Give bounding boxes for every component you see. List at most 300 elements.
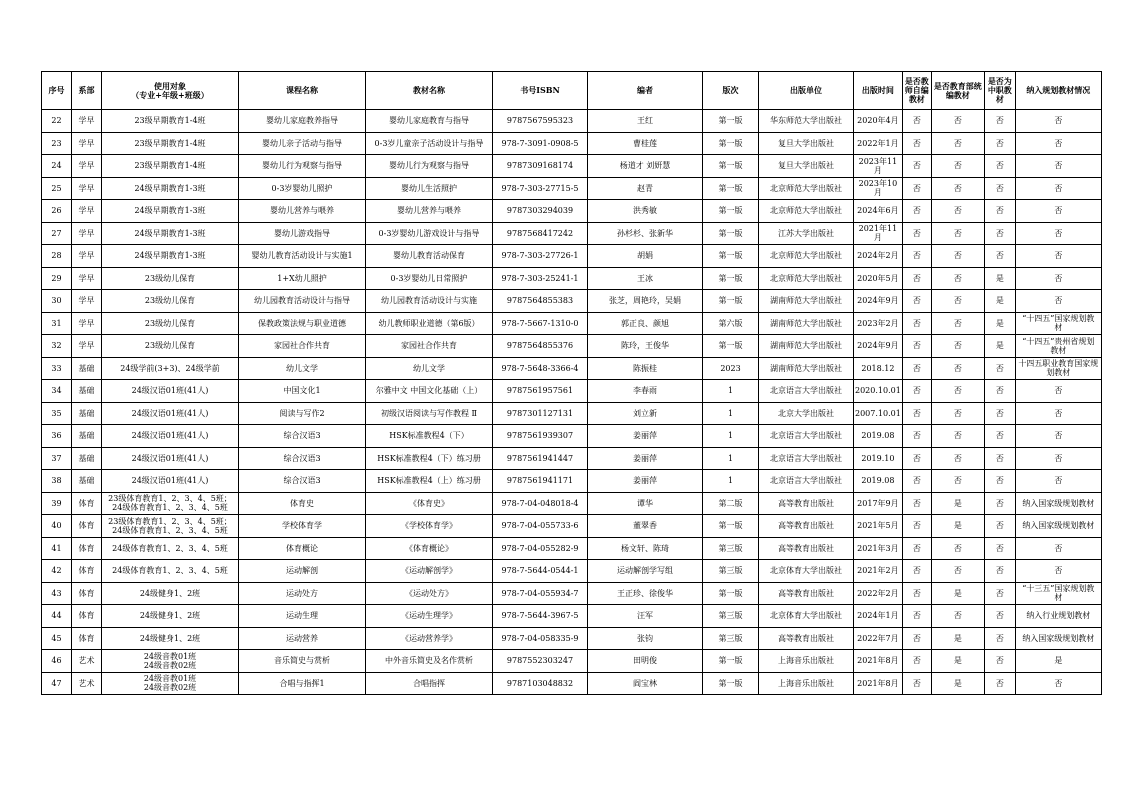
cell-vocational: 否: [984, 425, 1015, 448]
table-row: [42, 357, 1102, 380]
cell-target-users: 24级早期教育1-3班: [102, 177, 239, 200]
cell-target-users: 24级汉语01班(41人): [102, 425, 239, 448]
cell-target-users: 23级早期教育1-4班: [102, 110, 239, 133]
cell-moe-unified: 否: [931, 222, 984, 245]
cell-moe-unified: 否: [931, 425, 984, 448]
cell-publisher: 北京体育大学出版社: [759, 605, 854, 628]
cell-planning-status: 否: [1015, 470, 1101, 493]
cell-isbn: 978-7-5644-3967-5: [493, 605, 588, 628]
cell-editor: 王红: [588, 110, 703, 133]
cell-edition: 第一版: [703, 155, 759, 178]
cell-index: 41: [42, 537, 72, 560]
cell-teacher-compiled: 否: [902, 537, 931, 560]
cell-target-users: 24级早期教育1-3班: [102, 222, 239, 245]
cell-publisher: 湖南师范大学出版社: [759, 312, 854, 335]
cell-publish-date: 2019.08: [854, 470, 903, 493]
cell-planning-status: 否: [1015, 560, 1101, 583]
cell-vocational: 否: [984, 672, 1015, 695]
table-row: [42, 515, 1102, 538]
cell-vocational: 否: [984, 222, 1015, 245]
cell-editor: 董翠香: [588, 515, 703, 538]
cell-edition: 第三版: [703, 537, 759, 560]
cell-publisher: 北京师范大学出版社: [759, 245, 854, 268]
cell-isbn: 9787561957561: [493, 380, 588, 403]
table-row: [42, 650, 1102, 673]
cell-target-users: 23级体育教育1、2、3、4、5班； 24级体育教育1、2、3、4、5班: [102, 515, 239, 538]
cell-isbn: 9787561941447: [493, 447, 588, 470]
header-moe-unified: 是否教育部统 编教材: [931, 72, 984, 110]
table-body: [42, 110, 1102, 695]
cell-edition: 1: [703, 425, 759, 448]
cell-publisher: 江苏大学出版社: [759, 222, 854, 245]
cell-vocational: 否: [984, 177, 1015, 200]
cell-moe-unified: 否: [931, 402, 984, 425]
cell-index: 29: [42, 267, 72, 290]
cell-department: 体育: [72, 605, 102, 628]
cell-course-name: 运动营养: [239, 627, 366, 650]
cell-index: 26: [42, 200, 72, 223]
cell-moe-unified: 是: [931, 650, 984, 673]
cell-target-users: 24级汉语01班(41人): [102, 402, 239, 425]
cell-course-name: 运动解剖: [239, 560, 366, 583]
cell-teacher-compiled: 否: [902, 335, 931, 358]
cell-department: 艺术: [72, 672, 102, 695]
table-row: [42, 447, 1102, 470]
cell-index: 36: [42, 425, 72, 448]
table-row: [42, 222, 1102, 245]
cell-index: 39: [42, 492, 72, 515]
cell-target-users: 24级健身1、2班: [102, 605, 239, 628]
cell-planning-status: 否: [1015, 425, 1101, 448]
cell-department: 体育: [72, 515, 102, 538]
cell-publisher: 北京大学出版社: [759, 402, 854, 425]
cell-moe-unified: 否: [931, 200, 984, 223]
cell-moe-unified: 否: [931, 177, 984, 200]
cell-department: 学早: [72, 200, 102, 223]
header-edition: 版次: [703, 72, 759, 110]
cell-course-name: 音乐简史与赏析: [239, 650, 366, 673]
cell-editor: 陈玲，王俊华: [588, 335, 703, 358]
cell-vocational: 否: [984, 537, 1015, 560]
cell-isbn: 9787568417242: [493, 222, 588, 245]
cell-isbn: 9787561941171: [493, 470, 588, 493]
cell-planning-status: 纳入国家级规划教材: [1015, 515, 1101, 538]
cell-publish-date: 2023年2月: [854, 312, 903, 335]
cell-publisher: 北京师范大学出版社: [759, 267, 854, 290]
cell-teacher-compiled: 否: [902, 402, 931, 425]
header-isbn: 书号ISBN: [493, 72, 588, 110]
cell-planning-status: 纳入行业规划教材: [1015, 605, 1101, 628]
cell-vocational: 是: [984, 267, 1015, 290]
cell-publish-date: 2018.12: [854, 357, 903, 380]
cell-textbook-name: 尔雅中文 中国文化基础（上）: [366, 380, 493, 403]
table-row: [42, 492, 1102, 515]
cell-moe-unified: 否: [931, 132, 984, 155]
cell-teacher-compiled: 否: [902, 650, 931, 673]
cell-course-name: 保教政策法规与职业道德: [239, 312, 366, 335]
cell-publisher: 华东师范大学出版社: [759, 110, 854, 133]
header-teacher-compiled: 是否教 师自编 教材: [902, 72, 931, 110]
cell-teacher-compiled: 否: [902, 200, 931, 223]
cell-publisher: 高等教育出版社: [759, 492, 854, 515]
cell-edition: 第六版: [703, 312, 759, 335]
cell-vocational: 否: [984, 110, 1015, 133]
cell-index: 30: [42, 290, 72, 313]
cell-planning-status: 否: [1015, 447, 1101, 470]
cell-vocational: 否: [984, 492, 1015, 515]
cell-vocational: 否: [984, 560, 1015, 583]
cell-edition: 1: [703, 380, 759, 403]
cell-editor: 张钧: [588, 627, 703, 650]
cell-course-name: 婴幼儿亲子活动与指导: [239, 132, 366, 155]
cell-editor: 胡娟: [588, 245, 703, 268]
header-target-users: 使用对象 （专业+年级+班级）: [102, 72, 239, 110]
header-course-name: 课程名称: [239, 72, 366, 110]
cell-isbn: 978-7-04-048018-4: [493, 492, 588, 515]
cell-index: 43: [42, 582, 72, 605]
cell-editor: 王正珍、徐俊华: [588, 582, 703, 605]
cell-teacher-compiled: 否: [902, 267, 931, 290]
cell-moe-unified: 否: [931, 155, 984, 178]
cell-publish-date: 2021年8月: [854, 650, 903, 673]
cell-textbook-name: 《运动生理学》: [366, 605, 493, 628]
table-row: [42, 200, 1102, 223]
cell-course-name: 运动处方: [239, 582, 366, 605]
cell-publisher: 湖南师范大学出版社: [759, 290, 854, 313]
cell-edition: 第一版: [703, 672, 759, 695]
cell-isbn: 9787567595323: [493, 110, 588, 133]
cell-teacher-compiled: 否: [902, 582, 931, 605]
cell-publish-date: 2024年9月: [854, 290, 903, 313]
cell-index: 34: [42, 380, 72, 403]
cell-edition: 第一版: [703, 110, 759, 133]
cell-department: 学早: [72, 110, 102, 133]
cell-edition: 第一版: [703, 245, 759, 268]
cell-department: 体育: [72, 560, 102, 583]
cell-isbn: 978-7-5648-3366-4: [493, 357, 588, 380]
cell-index: 45: [42, 627, 72, 650]
cell-course-name: 综合汉语3: [239, 470, 366, 493]
cell-target-users: 23级幼儿保育: [102, 267, 239, 290]
cell-vocational: 是: [984, 335, 1015, 358]
table-row: [42, 402, 1102, 425]
cell-isbn: 9787301127131: [493, 402, 588, 425]
textbook-table: [41, 71, 1102, 695]
cell-vocational: 否: [984, 402, 1015, 425]
cell-planning-status: 否: [1015, 380, 1101, 403]
table-row: [42, 110, 1102, 133]
cell-publish-date: 2022年1月: [854, 132, 903, 155]
cell-course-name: 婴幼儿家庭教养指导: [239, 110, 366, 133]
cell-moe-unified: 否: [931, 312, 984, 335]
cell-target-users: 24级学前(3+3)、24级学前: [102, 357, 239, 380]
cell-index: 24: [42, 155, 72, 178]
cell-planning-status: 否: [1015, 222, 1101, 245]
cell-target-users: 24级汉语01班(41人): [102, 447, 239, 470]
cell-course-name: 阅读与写作2: [239, 402, 366, 425]
cell-planning-status: 否: [1015, 267, 1101, 290]
cell-edition: 第三版: [703, 627, 759, 650]
table-row: [42, 245, 1102, 268]
cell-planning-status: 否: [1015, 402, 1101, 425]
cell-planning-status: 否: [1015, 290, 1101, 313]
cell-textbook-name: 0-3岁婴幼儿日常照护: [366, 267, 493, 290]
cell-editor: 姜丽萍: [588, 447, 703, 470]
cell-isbn: 9787564855376: [493, 335, 588, 358]
cell-teacher-compiled: 否: [902, 222, 931, 245]
cell-index: 28: [42, 245, 72, 268]
cell-vocational: 否: [984, 605, 1015, 628]
cell-editor: 运动解剖学写组: [588, 560, 703, 583]
cell-course-name: 幼儿园教育活动设计与指导: [239, 290, 366, 313]
cell-publish-date: 2023年10月: [854, 177, 903, 200]
cell-teacher-compiled: 否: [902, 155, 931, 178]
cell-target-users: 24级汉语01班(41人): [102, 470, 239, 493]
cell-edition: 第一版: [703, 177, 759, 200]
cell-teacher-compiled: 否: [902, 470, 931, 493]
cell-moe-unified: 否: [931, 357, 984, 380]
cell-target-users: 23级幼儿保育: [102, 335, 239, 358]
cell-department: 学早: [72, 312, 102, 335]
cell-editor: 李春雨: [588, 380, 703, 403]
cell-vocational: 否: [984, 650, 1015, 673]
cell-publish-date: 2019.10: [854, 447, 903, 470]
cell-publisher: 高等教育出版社: [759, 515, 854, 538]
cell-isbn: 978-7-303-27726-1: [493, 245, 588, 268]
cell-planning-status: 十四五职业教育国家规 划教材: [1015, 357, 1101, 380]
cell-course-name: 运动生理: [239, 605, 366, 628]
cell-edition: 1: [703, 447, 759, 470]
cell-editor: 张芝，周艳玲，吴娟: [588, 290, 703, 313]
cell-vocational: 否: [984, 380, 1015, 403]
cell-target-users: 24级汉语01班(41人): [102, 380, 239, 403]
cell-course-name: 婴幼儿行为观察与指导: [239, 155, 366, 178]
cell-department: 基础: [72, 402, 102, 425]
cell-teacher-compiled: 否: [902, 177, 931, 200]
cell-publish-date: 2024年6月: [854, 200, 903, 223]
cell-editor: 曹桂莲: [588, 132, 703, 155]
cell-publish-date: 2024年9月: [854, 335, 903, 358]
cell-vocational: 否: [984, 357, 1015, 380]
cell-publisher: 北京师范大学出版社: [759, 177, 854, 200]
cell-index: 40: [42, 515, 72, 538]
cell-course-name: 婴幼儿游戏指导: [239, 222, 366, 245]
cell-isbn: 978-7-5667-1310-0: [493, 312, 588, 335]
cell-index: 38: [42, 470, 72, 493]
cell-editor: 赵青: [588, 177, 703, 200]
cell-isbn: 978-7-303-25241-1: [493, 267, 588, 290]
cell-isbn: 978-7-04-058335-9: [493, 627, 588, 650]
cell-editor: 谭华: [588, 492, 703, 515]
cell-vocational: 否: [984, 515, 1015, 538]
cell-index: 44: [42, 605, 72, 628]
cell-editor: 王冰: [588, 267, 703, 290]
cell-publisher: 复旦大学出版社: [759, 155, 854, 178]
cell-edition: 第一版: [703, 290, 759, 313]
cell-planning-status: 否: [1015, 537, 1101, 560]
cell-teacher-compiled: 否: [902, 245, 931, 268]
cell-department: 基础: [72, 447, 102, 470]
cell-edition: 第一版: [703, 200, 759, 223]
cell-isbn: 9787103048832: [493, 672, 588, 695]
cell-editor: 杨道才 刘妍慧: [588, 155, 703, 178]
cell-moe-unified: 否: [931, 605, 984, 628]
header-planning-status: 纳入规划教材情况: [1015, 72, 1101, 110]
cell-editor: 田明俊: [588, 650, 703, 673]
cell-target-users: 23级体育教育1、2、3、4、5班； 24级体育教育1、2、3、4、5班: [102, 492, 239, 515]
cell-editor: 陈振桂: [588, 357, 703, 380]
cell-editor: 孙杉杉、张新华: [588, 222, 703, 245]
cell-department: 学早: [72, 245, 102, 268]
table-row: [42, 605, 1102, 628]
cell-edition: 第三版: [703, 605, 759, 628]
cell-isbn: 9787561939307: [493, 425, 588, 448]
cell-course-name: 幼儿文学: [239, 357, 366, 380]
cell-isbn: 9787303294039: [493, 200, 588, 223]
table-row: [42, 470, 1102, 493]
cell-publisher: 北京体育大学出版社: [759, 560, 854, 583]
cell-department: 体育: [72, 582, 102, 605]
cell-target-users: 23级幼儿保育: [102, 312, 239, 335]
cell-department: 学早: [72, 222, 102, 245]
cell-textbook-name: 《体育史》: [366, 492, 493, 515]
header-textbook-name: 教材名称: [366, 72, 493, 110]
cell-publish-date: 2021年3月: [854, 537, 903, 560]
table-row: [42, 560, 1102, 583]
cell-vocational: 否: [984, 470, 1015, 493]
cell-publisher: 北京语言大学出版社: [759, 447, 854, 470]
cell-planning-status: 否: [1015, 245, 1101, 268]
cell-department: 学早: [72, 155, 102, 178]
cell-target-users: 23级早期教育1-4班: [102, 155, 239, 178]
cell-planning-status: 否: [1015, 110, 1101, 133]
cell-teacher-compiled: 否: [902, 110, 931, 133]
cell-vocational: 否: [984, 245, 1015, 268]
cell-index: 22: [42, 110, 72, 133]
cell-publish-date: 2022年2月: [854, 582, 903, 605]
cell-publisher: 北京语言大学出版社: [759, 425, 854, 448]
cell-textbook-name: 婴幼儿教育活动保育: [366, 245, 493, 268]
cell-moe-unified: 否: [931, 447, 984, 470]
cell-course-name: 综合汉语3: [239, 425, 366, 448]
cell-moe-unified: 是: [931, 515, 984, 538]
header-index: 序号: [42, 72, 72, 110]
cell-target-users: 24级早期教育1-3班: [102, 245, 239, 268]
cell-moe-unified: 否: [931, 560, 984, 583]
cell-department: 学早: [72, 132, 102, 155]
cell-target-users: 24级早期教育1-3班: [102, 200, 239, 223]
cell-textbook-name: 家园社合作共育: [366, 335, 493, 358]
cell-department: 基础: [72, 357, 102, 380]
cell-moe-unified: 否: [931, 537, 984, 560]
cell-edition: 第一版: [703, 267, 759, 290]
cell-index: 35: [42, 402, 72, 425]
cell-target-users: 24级体育教育1、2、3、4、5班: [102, 560, 239, 583]
cell-course-name: 体育概论: [239, 537, 366, 560]
cell-target-users: 24级健身1、2班: [102, 582, 239, 605]
cell-publish-date: 2024年1月: [854, 605, 903, 628]
cell-department: 体育: [72, 492, 102, 515]
cell-course-name: 体育史: [239, 492, 366, 515]
cell-moe-unified: 是: [931, 492, 984, 515]
cell-department: 学早: [72, 335, 102, 358]
cell-moe-unified: 是: [931, 582, 984, 605]
cell-edition: 第三版: [703, 560, 759, 583]
cell-textbook-name: 婴幼儿生活照护: [366, 177, 493, 200]
table-row: [42, 582, 1102, 605]
table-row: [42, 312, 1102, 335]
cell-isbn: 9787552303247: [493, 650, 588, 673]
cell-course-name: 中国文化1: [239, 380, 366, 403]
cell-course-name: 1+X幼儿照护: [239, 267, 366, 290]
cell-isbn: 978-7-5644-0544-1: [493, 560, 588, 583]
cell-department: 基础: [72, 380, 102, 403]
cell-publisher: 北京语言大学出版社: [759, 380, 854, 403]
cell-textbook-name: 0-3岁儿童亲子活动设计与指导: [366, 132, 493, 155]
cell-target-users: 23级幼儿保育: [102, 290, 239, 313]
cell-moe-unified: 否: [931, 470, 984, 493]
cell-isbn: 978-7-3091-0908-5: [493, 132, 588, 155]
cell-moe-unified: 否: [931, 335, 984, 358]
cell-publisher: 上海音乐出版社: [759, 672, 854, 695]
cell-vocational: 否: [984, 132, 1015, 155]
table-row: [42, 380, 1102, 403]
cell-planning-status: 是: [1015, 650, 1101, 673]
cell-target-users: 23级早期教育1-4班: [102, 132, 239, 155]
cell-textbook-name: HSK标准教程4（上）练习册: [366, 470, 493, 493]
cell-teacher-compiled: 否: [902, 425, 931, 448]
cell-course-name: 婴幼儿教育活动设计与实施1: [239, 245, 366, 268]
header-editor: 编者: [588, 72, 703, 110]
cell-planning-status: 纳入国家级规划教材: [1015, 492, 1101, 515]
cell-index: 46: [42, 650, 72, 673]
cell-vocational: 是: [984, 312, 1015, 335]
header-row: [42, 72, 1102, 110]
cell-planning-status: 否: [1015, 672, 1101, 695]
cell-moe-unified: 是: [931, 672, 984, 695]
cell-publisher: 北京师范大学出版社: [759, 200, 854, 223]
cell-edition: 1: [703, 402, 759, 425]
cell-planning-status: “十四五”国家规划教 材: [1015, 312, 1101, 335]
cell-edition: 第一版: [703, 515, 759, 538]
cell-planning-status: “十四五”贵州省规划 教材: [1015, 335, 1101, 358]
cell-isbn: 978-7-303-27715-5: [493, 177, 588, 200]
cell-publisher: 上海音乐出版社: [759, 650, 854, 673]
table-header: [42, 72, 1102, 110]
header-department: 系部: [72, 72, 102, 110]
cell-moe-unified: 否: [931, 110, 984, 133]
cell-teacher-compiled: 否: [902, 515, 931, 538]
cell-vocational: 否: [984, 582, 1015, 605]
cell-publish-date: 2023年11月: [854, 155, 903, 178]
cell-planning-status: 否: [1015, 155, 1101, 178]
cell-department: 基础: [72, 470, 102, 493]
cell-index: 27: [42, 222, 72, 245]
cell-planning-status: 纳入国家级规划教材: [1015, 627, 1101, 650]
cell-vocational: 否: [984, 627, 1015, 650]
cell-index: 25: [42, 177, 72, 200]
cell-department: 艺术: [72, 650, 102, 673]
cell-publish-date: 2020.10.01: [854, 380, 903, 403]
cell-publish-date: 2007.10.01: [854, 402, 903, 425]
cell-department: 学早: [72, 177, 102, 200]
cell-index: 42: [42, 560, 72, 583]
cell-edition: 第一版: [703, 132, 759, 155]
cell-publisher: 高等教育出版社: [759, 537, 854, 560]
table-row: [42, 627, 1102, 650]
cell-textbook-name: 中外音乐简史及名作赏析: [366, 650, 493, 673]
cell-vocational: 是: [984, 290, 1015, 313]
